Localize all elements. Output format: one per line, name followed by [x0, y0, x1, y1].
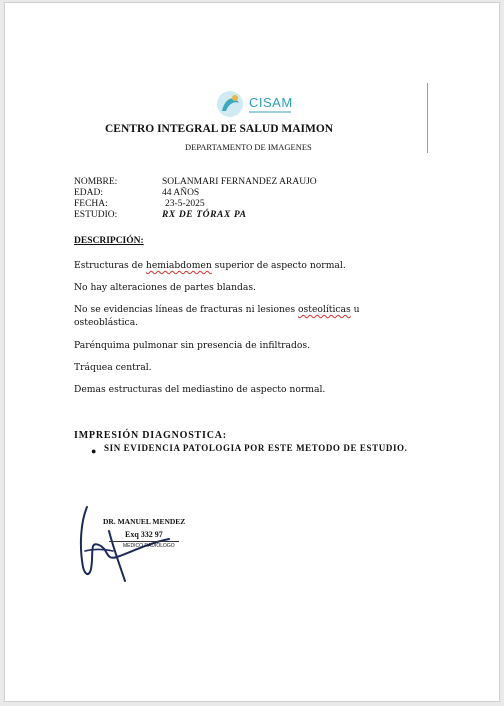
description-paragraph-1: Estructuras de hemiabdomen superior de aspecto normal.	[74, 260, 346, 271]
impression-heading: IMPRESIÓN DIAGNOSTICA:	[74, 430, 227, 441]
description-paragraph-2: No hay alteraciones de partes blandas.	[74, 282, 256, 293]
spellcheck-word: hemiabdomen	[145, 260, 212, 271]
doctor-exequatur: Exq 332 97	[125, 530, 163, 539]
clinic-logo-icon	[213, 89, 247, 119]
description-paragraph-4: Parénquima pulmonar sin presencia de infiltrados.	[74, 340, 311, 351]
nombre-value: SOLANMARI FERNANDEZ ARAUJO	[162, 177, 317, 187]
edad-label: EDAD:	[74, 188, 104, 198]
description-heading: DESCRIPCIÓN:	[74, 236, 144, 246]
logo-text: CISAM	[249, 95, 293, 110]
estudio-label: ESTUDIO:	[74, 210, 118, 220]
estudio-value: RX DE TÓRAX PA	[162, 210, 247, 220]
logo-underline	[249, 111, 291, 113]
fecha-value: 23-5-2025	[165, 199, 205, 209]
clinic-logo	[213, 89, 293, 121]
spellcheck-word: osteolíticas	[298, 304, 351, 315]
document-page	[4, 2, 500, 702]
doctor-role: MEDICO RADIOLOGO	[123, 543, 175, 549]
edad-value: 44 AÑOS	[162, 188, 200, 198]
margin-line	[427, 83, 428, 153]
fecha-label: FECHA:	[74, 199, 108, 209]
signature-line	[109, 541, 179, 542]
description-paragraph-5: Tráquea central.	[74, 362, 152, 373]
nombre-label: NOMBRE:	[74, 177, 118, 187]
impression-item: SIN EVIDENCIA PATOLOGIA POR ESTE METODO DE ESTUDIO.	[104, 443, 408, 453]
description-paragraph-6: Demas estructuras del mediastino de aspecto normal.	[74, 384, 326, 395]
handwritten-signature	[69, 501, 199, 583]
doctor-name: DR. MANUEL MENDEZ	[103, 517, 186, 526]
bullet-icon: ●	[91, 446, 97, 456]
department-name: DEPARTAMENTO DE IMAGENES	[185, 142, 312, 152]
clinic-title: CENTRO INTEGRAL DE SALUD MAIMON	[105, 123, 334, 135]
description-paragraph-3: No se evidencias líneas de fracturas ni lesiones osteolíticas u osteoblástica.	[74, 304, 360, 328]
